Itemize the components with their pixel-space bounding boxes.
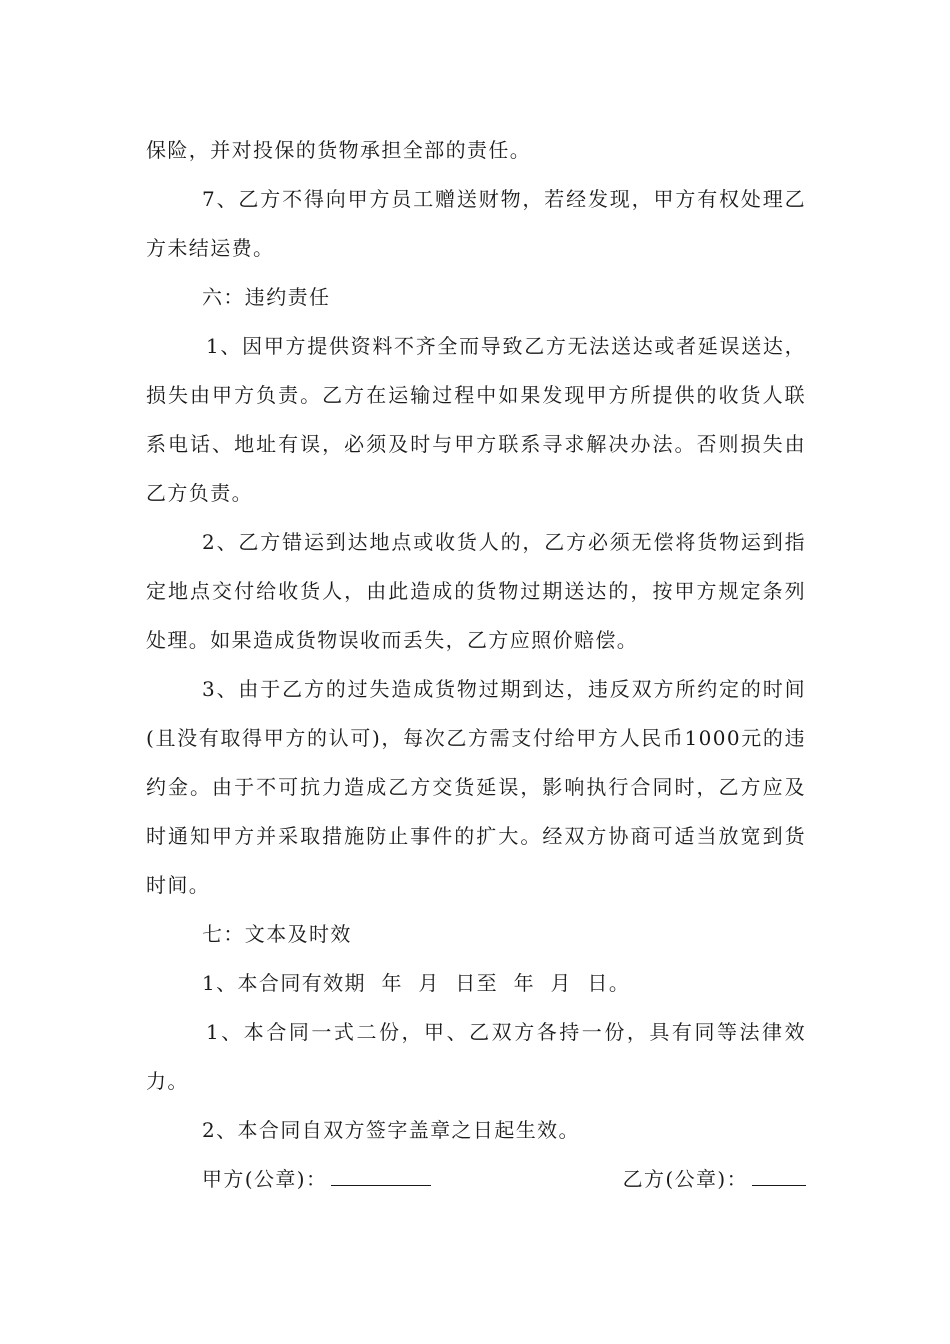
signature-row [146, 1155, 806, 1204]
paragraph-insurance-continued: 保险，并对投保的货物承担全部的责任。 [146, 138, 532, 162]
paragraph-validity-period: 1、本合同有效期 年 月 日至 年 月 日。 [202, 971, 631, 995]
paragraph-copies: 1、本合同一式二份，甲、乙双方各持一份，具有同等法律效力。 [146, 1020, 806, 1093]
document-body [146, 126, 806, 1204]
paragraph-breach-2: 2、乙方错运到达地点或收货人的，乙方必须无偿将货物运到指定地点交付给收货人，由此造成的货物过期送达的，按甲方规定条列处理。如果造成货物误收而丢失，乙方应照价赔偿。 [146, 530, 806, 652]
party-b-signature-line[interactable] [752, 1155, 806, 1186]
paragraph-effective: 2、本合同自双方签字盖章之日起生效。 [202, 1118, 580, 1142]
paragraph-clause-7: 7、乙方不得向甲方员工赠送财物，若经发现，甲方有权处理乙方未结运费。 [146, 187, 806, 260]
paragraph-breach-1: 1、因甲方提供资料不齐全而导致乙方无法送达或者延误送达，损失由甲方负责。乙方在运输过程中如果发现甲方所提供的收货人联系电话、地址有误，必须及时与甲方联系寻求解决办法。否则损失由乙方负责。 [146, 334, 806, 505]
section-heading-breach: 六：违约责任 [202, 285, 331, 309]
party-a-label: 甲方(公章)： [202, 1167, 328, 1191]
party-a-signature [202, 1155, 431, 1204]
section-heading-validity: 七：文本及时效 [202, 922, 352, 946]
party-a-signature-line[interactable] [331, 1155, 431, 1186]
paragraph-breach-3: 3、由于乙方的过失造成货物过期到达，违反双方所约定的时间(且没有取得甲方的认可)，每次乙方需支付给甲方人民币1000元的违约金。由于不可抗力造成乙方交货延误，影响执行合同时，乙方应及时通知甲方并采取措施防止事件的扩大。经双方协商可适当放宽到货时间。 [146, 677, 806, 897]
party-b-label: 乙方(公章)： [622, 1167, 748, 1191]
party-b-signature [623, 1155, 806, 1204]
